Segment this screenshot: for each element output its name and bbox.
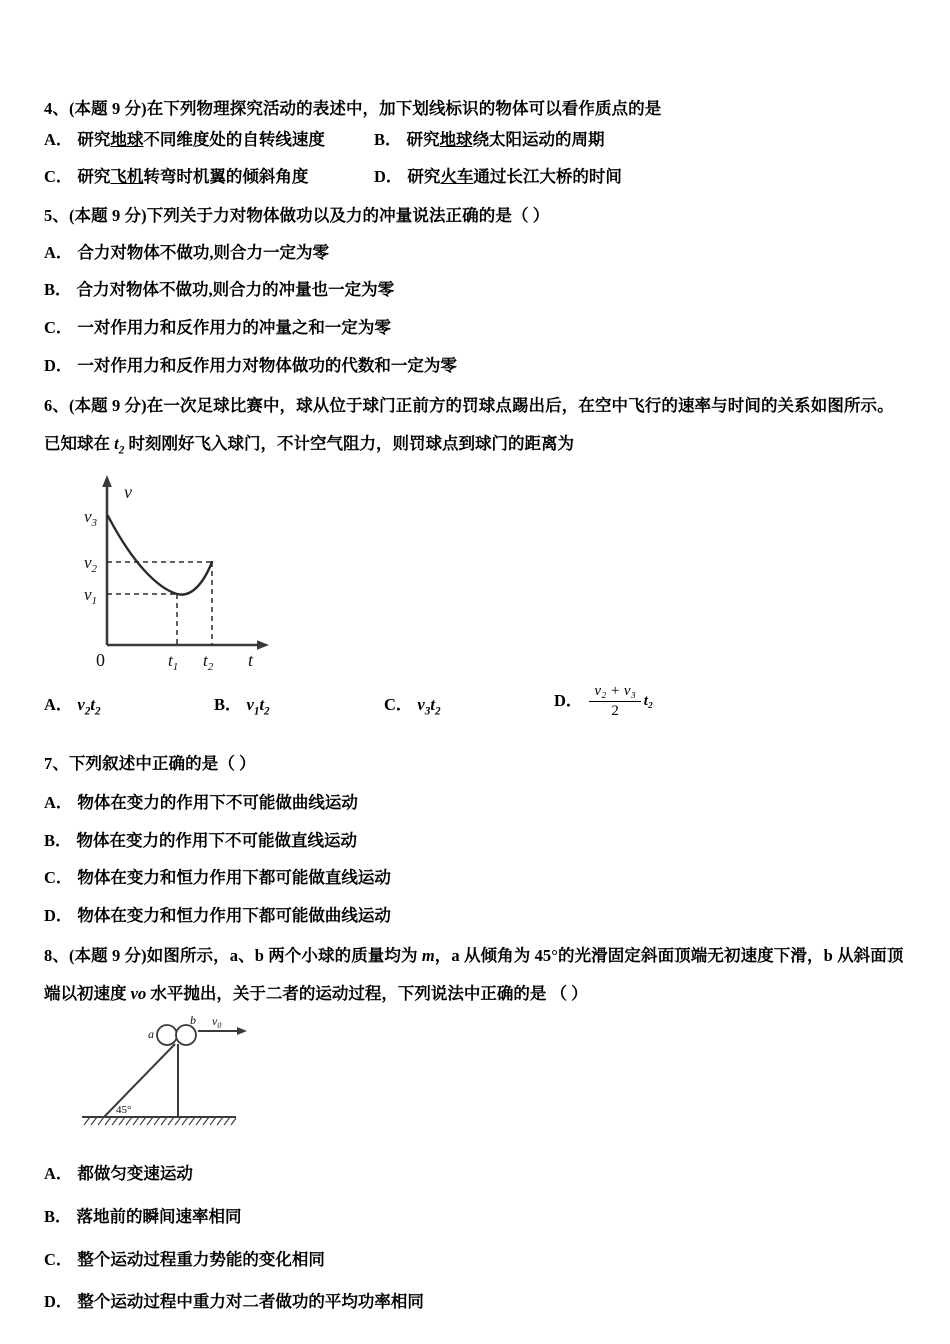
option-4-D-letter: D．	[374, 167, 403, 187]
question-6-options	[44, 683, 918, 721]
option-5-D-letter: D．	[44, 355, 73, 375]
option-7-C-text: 物体在变力和恒力作用下都可能做直线运动	[77, 868, 391, 888]
option-7-A-text: 物体在变力的作用下不可能做曲线运动	[77, 792, 358, 812]
question-4	[44, 96, 918, 190]
option-8-A-letter: A．	[44, 1164, 73, 1184]
option-6-B[interactable]	[214, 693, 384, 720]
label-ball-b: b	[190, 1013, 196, 1028]
question-8-stem: 8、(本题 9 分)如图所示，a、b 两个小球的质量均为 m，a 从倾角为 45°的光滑固定斜面顶端无初速度下滑，b 从斜面顶	[44, 945, 904, 965]
option-5-B[interactable]	[44, 278, 918, 303]
option-5-D-text: 一对作用力和反作用力对物体做功的代数和一定为零	[77, 355, 457, 375]
label-t1: $t_1$	[168, 650, 179, 673]
option-4-D-underlined: 火车	[440, 167, 474, 187]
label-t-axis: t	[248, 649, 254, 670]
option-4-B[interactable]	[374, 128, 605, 153]
question-8-continuation: 端以初速度 vo 水平抛出，关于二者的运动过程，下列说法中正确的是 （ ）	[44, 984, 588, 1004]
question-4-marks: (本题 9 分)	[68, 99, 147, 118]
option-7-B[interactable]	[44, 829, 918, 854]
option-4-C-text: 研究飞机转弯时机翼的倾斜角度	[77, 167, 309, 187]
fraction-denominator: 2	[611, 703, 619, 720]
ball-b	[176, 1025, 196, 1045]
question-5-stem	[44, 203, 918, 229]
option-5-C-text: 一对作用力和反作用力的冲量之和一定为零	[77, 318, 391, 338]
option-4-C-letter: C．	[44, 167, 73, 187]
question-6-stem-text: 在一次足球比赛中，球从位于球门正前方的罚球点踢出后，在空中飞行的速率与时间的关系如图所示。	[146, 395, 894, 415]
option-7-B-text: 物体在变力的作用下不可能做直线运动	[76, 830, 358, 850]
option-7-C[interactable]	[44, 866, 918, 891]
incline-surface	[104, 1044, 175, 1117]
option-4-D[interactable]	[374, 165, 622, 190]
option-4-C-underlined: 飞机	[110, 167, 144, 187]
label-t2: $t_2$	[203, 650, 214, 673]
option-6-A[interactable]	[44, 693, 214, 720]
option-8-A-text: 都做匀变速运动	[77, 1164, 193, 1184]
option-6-C-letter: C．	[384, 695, 413, 715]
question-6-marks: (本题 9 分)	[68, 395, 147, 415]
question-4-option-row-2	[44, 165, 918, 190]
question-7-stem	[44, 751, 918, 777]
option-4-B-underlined: 地球	[439, 129, 473, 149]
option-7-D-text: 物体在变力和恒力作用下都可能做曲线运动	[77, 906, 391, 926]
option-4-D-text: 研究火车通过长江大桥的时间	[407, 167, 622, 187]
question-4-option-row-1	[44, 128, 918, 153]
label-v3: $v_3$	[84, 506, 98, 529]
x-axis-arrow	[257, 640, 269, 650]
question-6	[44, 393, 918, 721]
option-8-A[interactable]	[44, 1162, 918, 1187]
label-angle-45: 45°	[116, 1104, 132, 1117]
option-6-A-math: $v_2t_2$	[77, 695, 101, 718]
option-6-C-math: $v_3t_2$	[417, 695, 441, 718]
option-6-B-letter: B．	[214, 695, 242, 715]
option-4-B-letter: B．	[374, 129, 402, 149]
question-8-number: 8、	[44, 945, 69, 965]
question-4-options	[44, 128, 918, 191]
option-7-D-letter: D．	[44, 906, 73, 926]
option-6-D-letter: D．	[554, 691, 583, 711]
question-6-continuation: 已知球在 $t_2$ 时刻刚好飞入球门，不计空气阻力，则罚球点到球门的距离为	[44, 434, 574, 457]
option-8-B[interactable]	[44, 1205, 918, 1230]
question-8-options	[44, 1162, 918, 1315]
option-5-B-text: 合力对物体不做功,则合力的冲量也一定为零	[76, 280, 395, 300]
option-5-A[interactable]	[44, 241, 918, 266]
question-7-options	[44, 791, 918, 929]
option-4-C[interactable]	[44, 165, 374, 190]
option-7-C-letter: C．	[44, 868, 73, 888]
question-6-number: 6、	[44, 395, 69, 415]
question-5-marks: (本题 9 分)	[68, 206, 147, 226]
option-4-A-underlined: 地球	[110, 129, 144, 149]
inclined-plane-svg	[64, 1013, 269, 1135]
question-8-marks: (本题 9 分)	[68, 945, 147, 965]
option-8-B-text: 落地前的瞬间速率相同	[76, 1206, 242, 1226]
question-5-options	[44, 241, 918, 379]
figure-velocity-time-graph	[62, 470, 918, 673]
question-7-stem-text: 下列叙述中正确的是（ ）	[68, 754, 256, 774]
section-spacer	[44, 721, 918, 751]
option-6-D-math	[587, 683, 653, 721]
label-v1: $v_1$	[84, 584, 98, 607]
question-5	[44, 203, 918, 379]
option-7-B-letter: B．	[44, 830, 72, 850]
question-8-var-v0: vo	[130, 984, 147, 1004]
exam-content	[44, 96, 918, 1329]
option-5-B-letter: B．	[44, 280, 72, 300]
option-7-A-letter: A．	[44, 792, 73, 812]
option-5-A-letter: A．	[44, 242, 73, 262]
question-7-number: 7、	[44, 754, 69, 774]
question-8-var-m: m	[421, 945, 435, 965]
option-4-A[interactable]	[44, 128, 374, 153]
label-origin: 0	[96, 649, 105, 670]
label-v2: $v_2$	[84, 552, 98, 575]
question-5-number: 5、	[44, 206, 69, 226]
speed-curve	[108, 516, 212, 595]
option-4-B-text: 研究地球绕太阳运动的周期	[406, 129, 605, 149]
option-6-A-letter: A．	[44, 695, 73, 715]
question-8	[44, 943, 918, 1315]
question-6-stem	[44, 393, 918, 419]
question-4-stem	[44, 96, 918, 122]
y-axis-arrow	[102, 475, 112, 487]
option-5-D[interactable]	[44, 354, 918, 379]
question-4-stem-text: 在下列物理探究活动的表述中，加下划线标识的物体可以看作质点的是	[146, 99, 662, 118]
option-7-D[interactable]	[44, 904, 918, 929]
label-ball-a: a	[148, 1027, 154, 1042]
fraction-tail: t₂	[643, 693, 654, 710]
option-7-A[interactable]	[44, 791, 918, 816]
label-v-axis: v	[124, 481, 132, 502]
figure-inclined-plane	[64, 1013, 918, 1140]
fraction-numerator: v₂ + v₃	[589, 683, 640, 702]
option-5-C-letter: C．	[44, 318, 73, 338]
question-5-stem-text: 下列关于力对物体做功以及力的冲量说法正确的是（ ）	[146, 206, 550, 226]
option-5-C[interactable]	[44, 316, 918, 341]
option-8-C-letter: C．	[44, 1249, 73, 1269]
option-5-A-text: 合力对物体不做功,则合力一定为零	[77, 242, 330, 262]
velocity-time-svg	[62, 470, 292, 673]
question-6-var-t2: $t_2$	[114, 434, 125, 457]
ball-a	[157, 1025, 177, 1045]
option-8-D-text: 整个运动过程中重力对二者做功的平均功率相同	[77, 1292, 424, 1312]
option-6-D[interactable]	[554, 683, 653, 721]
option-8-C[interactable]	[44, 1248, 918, 1273]
option-8-D-letter: D．	[44, 1292, 73, 1312]
option-4-A-text: 研究地球不同维度处的自转线速度	[77, 129, 325, 149]
option-6-B-math: $v_1t_2$	[246, 695, 270, 718]
question-4-number: 4、	[44, 99, 69, 118]
option-6-C[interactable]	[384, 693, 554, 720]
option-8-C-text: 整个运动过程重力势能的变化相同	[77, 1249, 325, 1269]
fraction	[589, 683, 640, 721]
option-8-D[interactable]	[44, 1290, 918, 1315]
ground-hatching	[84, 1117, 236, 1125]
velocity-arrow-head	[237, 1027, 247, 1035]
option-4-A-letter: A．	[44, 129, 73, 149]
question-7	[44, 751, 918, 929]
label-v0: $v_0$	[212, 1014, 222, 1031]
option-8-B-letter: B．	[44, 1206, 72, 1226]
